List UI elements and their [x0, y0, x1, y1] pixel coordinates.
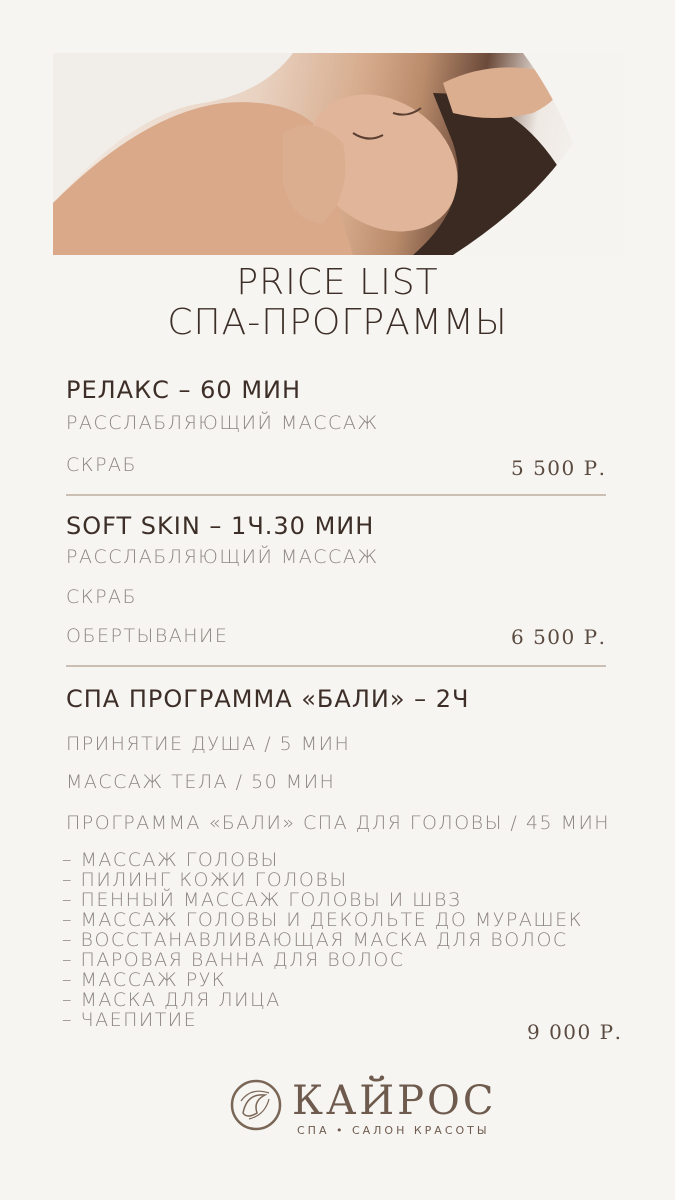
- program-relax-item: СКРАБ: [66, 454, 138, 476]
- program-relax-price: 5 500 Р.: [511, 456, 607, 480]
- list-item: – ПИЛИНГ КОЖИ ГОЛОВЫ: [62, 869, 348, 891]
- program-soft-skin-item: РАССЛАБЛЯЮЩИЙ МАССАЖ: [66, 546, 379, 568]
- brand-tagline: СПА • САЛОН КРАСОТЫ: [297, 1124, 490, 1137]
- program-relax-item: РАССЛАБЛЯЮЩИЙ МАССАЖ: [66, 412, 379, 434]
- list-item: – ЧАЕПИТИЕ: [62, 1009, 198, 1031]
- spa-programs-title: СПА-ПРОГРАММЫ: [167, 302, 508, 343]
- list-item: – МАССАЖ РУК: [62, 969, 227, 991]
- program-soft-skin-price: 6 500 Р.: [511, 625, 607, 649]
- bali-head-spa-steps: [62, 850, 583, 1030]
- list-item: – МАССАЖ ГОЛОВЫ: [62, 849, 279, 871]
- program-bali-heading: СПА ПРОГРАММА «БАЛИ» – 2Ч: [66, 685, 470, 713]
- program-soft-skin-heading: SOFT SKIN – 1Ч.30 МИН: [66, 512, 375, 540]
- divider: [66, 494, 606, 496]
- list-item: – МАССАЖ ГОЛОВЫ И ДЕКОЛЬТЕ ДО МУРАШЕК: [62, 909, 583, 931]
- divider: [66, 665, 606, 667]
- brand-name: КАЙРОС: [292, 1078, 497, 1124]
- program-soft-skin-item: СКРАБ: [66, 586, 138, 608]
- program-bali-item: ПРИНЯТИЕ ДУША / 5 МИН: [66, 733, 351, 755]
- hero-image: [53, 53, 623, 255]
- program-bali-item: ПРОГРАММА «БАЛИ» СПА ДЛЯ ГОЛОВЫ / 45 МИН: [66, 812, 611, 834]
- program-bali-item: МАССАЖ ТЕЛА / 50 МИН: [66, 771, 336, 793]
- list-item: – ПЕННЫЙ МАССАЖ ГОЛОВЫ И ШВЗ: [62, 889, 462, 911]
- program-relax-heading: РЕЛАКС – 60 МИН: [66, 376, 302, 404]
- price-list-title: PRICE LIST: [236, 262, 439, 303]
- program-bali-price: 9 000 Р.: [527, 1020, 623, 1044]
- list-item: – ВОССТАНАВЛИВАЮЩАЯ МАСКА ДЛЯ ВОЛОС: [62, 929, 568, 951]
- program-soft-skin-item: ОБЕРТЫВАНИЕ: [66, 625, 229, 647]
- spa-massage-photo: [53, 53, 623, 255]
- list-item: – ПАРОВАЯ ВАННА ДЛЯ ВОЛОС: [62, 949, 405, 971]
- list-item: – МАСКА ДЛЯ ЛИЦА: [62, 989, 281, 1011]
